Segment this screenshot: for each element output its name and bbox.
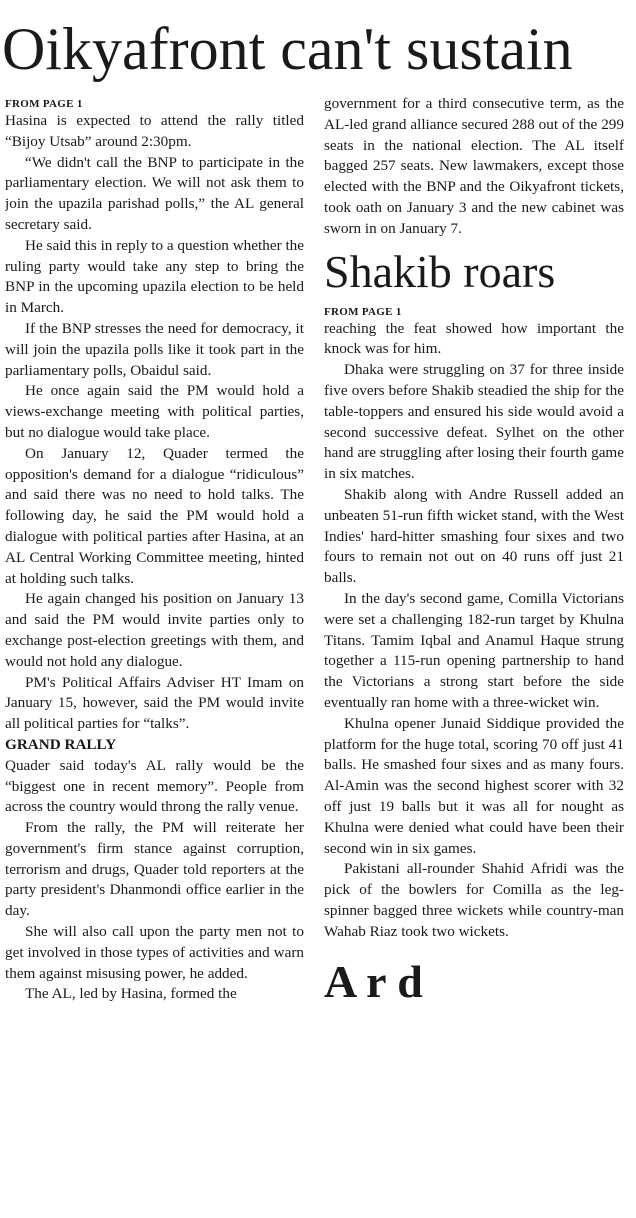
- article-paragraph: Shakib along with Andre Russell added an unbeaten 51-run fifth wicket stand, with the West Indies' hard-hitter smashing four sixes and two fours to remain not out on 40 runs off just 21 balls.: [324, 485, 624, 587]
- article-continuation: government for a third consecutive term, as the AL-led grand alliance secured 288 out of the 299 seats in the national election. The AL itself bagged 257 seats. New lawmakers, except those elected with the BNP and the Oikyafront tickets, took oath on January 3 and the new cabinet was sworn in on January 7.: [324, 95, 624, 237]
- left-column: [5, 94, 304, 1218]
- article-paragraph: Quader said today's AL rally would be the “biggest one in recent memory”. People from across the country would throng the rally venue.: [5, 756, 304, 816]
- article-paragraph: He once again said the PM would hold a views-exchange meeting with political parties, but no dialogue would take place.: [5, 382, 304, 441]
- article-paragraph: She will also call upon the party men not to get involved in those types of activities and warn them against misusing power, he added.: [5, 923, 304, 982]
- article-paragraph: He said this in reply to a question whether the ruling party would take any step to bring the BNP in the upcoming upazila election to be held in March.: [5, 236, 304, 317]
- article-paragraph: If the BNP stresses the need for democracy, it will join the upazila polls like it took part in the parliamentary polls, Obaidul said.: [5, 319, 304, 379]
- section-subhead: GRAND RALLY: [5, 735, 117, 753]
- next-story-headline-fragment: A r d: [324, 956, 423, 1008]
- article-paragraph: He again changed his position on January 13 and said the PM would invite parties only to exchange post-election greetings with them, and would not hold any dialogue.: [5, 590, 304, 670]
- from-page-label: FROM PAGE 1: [5, 98, 83, 110]
- from-page-label: FROM PAGE 1: [324, 305, 402, 318]
- article-paragraph: From the rally, the PM will reiterate her government's firm stance against corruption, terrorism and drugs, Quader told reporters at the party president's Dhanmondi office earlier in the day.: [5, 819, 304, 920]
- article-paragraph: reaching the feat showed how important the knock was for him.: [324, 319, 624, 358]
- article-paragraph: Dhaka were struggling on 37 for three inside five overs before Shakib steadied the ship for the table-toppers and ensured his side would avoid a second successive defeat. Sylhet on the other hand are struggling after losing their fourth game in six matches.: [324, 361, 624, 483]
- article-paragraph: Hasina is expected to attend the rally titled “Bijoy Utsab” around 2:30pm.: [5, 112, 304, 150]
- story-headline-oikyafront: Oikyafront can't sustain: [2, 16, 573, 82]
- article-paragraph: The AL, led by Hasina, formed the: [25, 985, 237, 1003]
- article-paragraph: Khulna opener Junaid Siddique provided the platform for the huge total, scoring 70 off just 41 balls. He smashed four sixes and as many fours. Al-Amin was the second highest scorer with 32 off just 19 balls but it was all for nought as Khulna were denied what could have been their second win in six games.: [324, 714, 624, 857]
- right-column: [324, 94, 624, 1218]
- article-paragraph: In the day's second game, Comilla Victorians were set a challenging 182-run target by Khulna Titans. Tamim Iqbal and Anamul Haque strung together a 115-run opening partnership to hand the Victorians a strong start before the side eventually ran home with a three-wicket win.: [324, 589, 624, 711]
- article-paragraph: Pakistani all-rounder Shahid Afridi was the pick of the bowlers for Comilla as the leg-spinner bagged three wickets while country-man Wahab Riaz took two wickets.: [324, 860, 624, 940]
- story-headline-shakib: Shakib roars: [324, 245, 556, 297]
- article-paragraph: On January 12, Quader termed the opposition's demand for a dialogue “ridiculous” and said there was no need to hold talks. The following day, he said the PM would hold a dialogue with political parties after Hasina, at an AL Central Working Committee meeting, hinted at holding such talks.: [5, 444, 304, 587]
- article-paragraph: “We didn't call the BNP to participate in the parliamentary election. We will not ask them to join the upazila parishad polls,” the AL general secretary said.: [5, 153, 304, 233]
- article-paragraph: PM's Political Affairs Adviser HT Imam on January 15, however, said the PM would invite all political parties for “talks”.: [5, 673, 304, 733]
